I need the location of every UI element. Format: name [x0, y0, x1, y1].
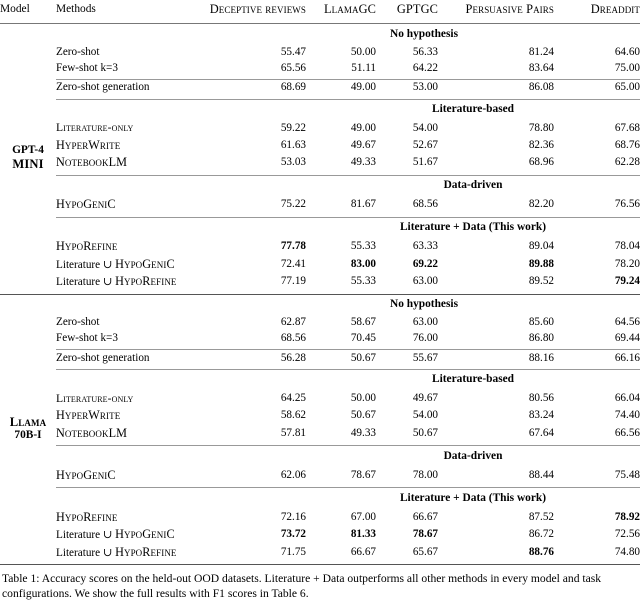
cell-dread: 74.80 — [614, 545, 640, 558]
cell-gptgc: 54.00 — [412, 409, 438, 422]
table-row — [0, 526, 640, 544]
method-cell — [56, 256, 208, 274]
cell-dr: 55.47 — [280, 46, 306, 58]
cell-pp: 86.08 — [528, 81, 554, 94]
caption-label: Table 1: — [2, 572, 40, 586]
group-spacer — [56, 175, 306, 196]
table-row — [0, 390, 640, 407]
cell-pp: 85.60 — [528, 316, 554, 329]
cell-gptgc: 49.67 — [412, 392, 438, 405]
cell-dread: 78.04 — [614, 240, 640, 253]
method-label: HypoGeniC — [56, 197, 116, 212]
group-header-no_hypothesis — [0, 24, 640, 45]
column-header-persuasive-pairs: Persuasive Pairs — [465, 2, 554, 16]
group-header-data_driven — [0, 446, 640, 467]
cell-gptgc: 54.00 — [412, 121, 438, 134]
method-cell — [56, 508, 208, 526]
cell-dr: 72.41 — [280, 257, 306, 270]
cell-pp: 81.24 — [528, 46, 554, 58]
method-label: Zero-shot — [56, 46, 100, 58]
model-name-line2: 70B-I — [14, 428, 42, 441]
method-label: HypoRefine — [56, 509, 118, 524]
cell-pp: 88.76 — [528, 545, 554, 558]
table-row — [0, 256, 640, 274]
cell-pp: 68.96 — [528, 156, 554, 169]
column-header-llamagc: LlamaGC — [324, 2, 376, 16]
cell-gptgc: 63.33 — [412, 240, 438, 253]
cell-pp: 83.64 — [528, 61, 554, 74]
method-label: Zero-shot generation — [56, 351, 150, 364]
cell-dr: 57.81 — [280, 426, 306, 439]
cell-llama: 49.33 — [350, 426, 376, 439]
method-cell — [56, 526, 208, 544]
column-header-gptgc: GPTGC — [396, 2, 438, 16]
cell-dr: 68.56 — [280, 331, 306, 344]
group-label: Literature + Data (This work) — [399, 221, 547, 234]
cell-dread: 78.92 — [614, 510, 640, 523]
column-header-model: Model — [0, 3, 30, 15]
table-row — [0, 273, 640, 291]
group-label: Literature-based — [431, 373, 515, 386]
method-label: Few-shot k=3 — [56, 61, 118, 74]
table-row — [0, 467, 640, 485]
cell-llama: 67.00 — [350, 510, 376, 523]
cell-dr: 58.62 — [280, 409, 306, 422]
method-label: Literature-only — [56, 391, 134, 405]
cell-gptgc: 68.56 — [412, 198, 438, 211]
cell-gptgc: 56.33 — [412, 46, 438, 58]
method-cell — [56, 331, 208, 347]
cell-pp: 82.36 — [528, 138, 554, 151]
cell-dr: 75.22 — [280, 198, 306, 211]
cell-gptgc: 63.00 — [412, 316, 438, 329]
column-header-dreaddit: Dreaddit — [590, 2, 640, 16]
group-spacer — [56, 294, 208, 315]
method-cell — [56, 467, 208, 485]
method-cell — [56, 45, 208, 61]
table-row — [0, 350, 640, 366]
model-name-line1: Llama — [9, 414, 47, 429]
cell-dread: 69.44 — [614, 331, 640, 344]
cell-gptgc: 69.22 — [412, 257, 438, 270]
model-name-cell — [0, 294, 56, 561]
cell-dr: 64.25 — [280, 392, 306, 405]
method-cell — [56, 315, 208, 331]
group-header-literature_based — [0, 99, 640, 120]
table-row — [0, 79, 640, 95]
cell-llama: 55.33 — [350, 240, 376, 253]
model-name-cell — [0, 24, 56, 291]
table-bottom-rule — [0, 561, 640, 565]
cell-dr: 77.19 — [280, 275, 306, 288]
method-label: Zero-shot generation — [56, 81, 150, 94]
cell-pp: 89.04 — [528, 240, 554, 253]
cell-pp: 88.16 — [528, 351, 554, 364]
method-cell — [56, 238, 208, 256]
cell-dr: 77.78 — [280, 240, 306, 253]
cell-dread: 75.48 — [614, 468, 640, 481]
group-header-literature_based — [0, 369, 640, 390]
cell-llama: 50.00 — [350, 46, 376, 58]
cell-llama: 49.00 — [350, 81, 376, 94]
method-label: NotebookLM — [56, 155, 128, 170]
method-cell — [56, 350, 208, 366]
model-name-line1: GPT-4 — [12, 144, 44, 157]
cell-dread: 67.68 — [614, 121, 640, 134]
cell-llama: 55.33 — [350, 275, 376, 288]
cell-llama: 66.67 — [350, 545, 376, 558]
cell-dr: 61.63 — [280, 138, 306, 151]
group-label: No hypothesis — [389, 298, 459, 311]
cell-dread: 62.28 — [614, 156, 640, 169]
cell-dread: 75.00 — [614, 61, 640, 74]
group-spacer — [56, 369, 306, 390]
cell-dread: 78.20 — [614, 257, 640, 270]
group-label: Literature + Data (This work) — [399, 491, 547, 504]
cell-dread: 74.40 — [614, 409, 640, 422]
cell-dread: 68.76 — [614, 138, 640, 151]
group-spacer — [56, 99, 306, 120]
group-label: Literature-based — [431, 103, 515, 116]
cell-gptgc: 50.67 — [412, 426, 438, 439]
cell-pp: 86.80 — [528, 331, 554, 344]
method-cell — [56, 137, 208, 155]
cell-dread: 66.04 — [614, 392, 640, 405]
method-label: Literature ∪ HypoGeniC — [56, 527, 175, 542]
cell-llama: 81.67 — [350, 198, 376, 211]
cell-llama: 58.67 — [350, 316, 376, 329]
cell-llama: 49.67 — [350, 138, 376, 151]
cell-pp: 86.72 — [528, 528, 554, 541]
cell-pp: 89.52 — [528, 275, 554, 288]
cell-dr: 65.56 — [280, 61, 306, 74]
cell-pp: 78.80 — [528, 121, 554, 134]
table-row — [0, 120, 640, 137]
model-name-line2: MINI — [12, 156, 44, 171]
group-header-no_hypothesis — [0, 294, 640, 315]
cell-gptgc: 53.00 — [412, 81, 438, 94]
cell-llama: 49.00 — [350, 121, 376, 134]
method-cell — [56, 544, 208, 562]
cell-gptgc: 66.67 — [412, 510, 438, 523]
cell-gptgc: 52.67 — [412, 138, 438, 151]
cell-llama: 50.00 — [350, 392, 376, 405]
cell-dr: 62.06 — [280, 468, 306, 481]
cell-pp: 88.44 — [528, 468, 554, 481]
cell-gptgc: 51.67 — [412, 156, 438, 169]
table-row — [0, 196, 640, 214]
cell-llama: 51.11 — [351, 61, 376, 74]
method-label: Literature ∪ HypoGeniC — [56, 256, 175, 271]
table-row — [0, 45, 640, 61]
cell-gptgc: 76.00 — [412, 331, 438, 344]
cell-gptgc: 65.67 — [412, 545, 438, 558]
cell-pp: 80.56 — [528, 392, 554, 405]
cell-gptgc: 78.67 — [412, 528, 438, 541]
cell-llama: 81.33 — [350, 528, 376, 541]
cell-dread: 64.60 — [614, 46, 640, 58]
cell-llama: 50.67 — [350, 409, 376, 422]
method-cell — [56, 273, 208, 291]
cell-pp: 87.52 — [528, 510, 554, 523]
cell-dr: 71.75 — [280, 545, 306, 558]
group-header-literature_data — [0, 217, 640, 238]
table-row — [0, 238, 640, 256]
group-spacer — [56, 217, 306, 238]
table-row — [0, 425, 640, 443]
method-cell — [56, 79, 208, 95]
method-cell — [56, 407, 208, 425]
method-cell — [56, 60, 208, 76]
cell-dr: 53.03 — [280, 156, 306, 169]
group-spacer — [56, 24, 208, 45]
table-row — [0, 154, 640, 172]
method-label: HyperWrite — [56, 137, 121, 152]
group-label: No hypothesis — [389, 27, 459, 40]
method-label: Zero-shot — [56, 316, 100, 329]
cell-pp: 67.64 — [528, 426, 554, 439]
method-cell — [56, 120, 208, 137]
cell-gptgc: 78.00 — [412, 468, 438, 481]
table-row — [0, 544, 640, 562]
table-row — [0, 331, 640, 347]
method-cell — [56, 196, 208, 214]
table-row — [0, 60, 640, 76]
column-header-deceptive-reviews: Deceptive reviews — [209, 2, 306, 16]
group-spacer — [56, 446, 306, 467]
cell-dread: 79.24 — [614, 275, 640, 288]
method-label: Few-shot k=3 — [56, 331, 118, 344]
cell-llama: 83.00 — [350, 257, 376, 270]
method-cell — [56, 425, 208, 443]
table-header-row — [0, 0, 640, 20]
caption-text: Accuracy scores on the held-out OOD datasets. Literature + Data outperforms all other methods in every model and task configurations. We show the full results with F1 scores in Table 6. — [2, 572, 602, 600]
cell-pp: 89.88 — [528, 257, 554, 270]
table-row — [0, 315, 640, 331]
cell-gptgc: 64.22 — [412, 61, 438, 74]
column-header-methods: Methods — [56, 3, 96, 15]
table-row — [0, 508, 640, 526]
cell-dr: 72.16 — [280, 510, 306, 523]
cell-pp: 83.24 — [528, 409, 554, 422]
group-label: Data-driven — [443, 449, 503, 462]
cell-dread: 65.00 — [614, 81, 640, 94]
cell-dr: 62.87 — [280, 316, 306, 329]
cell-llama: 78.67 — [350, 468, 376, 481]
group-spacer — [56, 488, 306, 509]
method-label: HypoGeniC — [56, 467, 116, 482]
group-header-literature_data — [0, 488, 640, 509]
method-cell — [56, 154, 208, 172]
cell-llama: 50.67 — [350, 351, 376, 364]
cell-llama: 49.33 — [350, 156, 376, 169]
cell-dr: 68.69 — [280, 81, 306, 94]
cell-dread: 72.56 — [614, 528, 640, 541]
cell-dread: 64.56 — [614, 316, 640, 329]
method-label: Literature ∪ HypoRefine — [56, 544, 177, 559]
method-label: HypoRefine — [56, 239, 118, 254]
method-label: HyperWrite — [56, 408, 121, 423]
cell-dr: 73.72 — [280, 528, 306, 541]
method-label: Literature-only — [56, 121, 134, 135]
cell-gptgc: 55.67 — [412, 351, 438, 364]
table-caption — [0, 565, 640, 601]
method-label: Literature ∪ HypoRefine — [56, 274, 177, 289]
cell-dr: 59.22 — [280, 121, 306, 134]
cell-dr: 56.28 — [280, 351, 306, 364]
cell-pp: 82.20 — [528, 198, 554, 211]
cell-dread: 76.56 — [614, 198, 640, 211]
method-label: NotebookLM — [56, 425, 128, 440]
method-cell — [56, 390, 208, 407]
table-row — [0, 407, 640, 425]
cell-dread: 66.16 — [614, 351, 640, 364]
cell-dread: 66.56 — [614, 426, 640, 439]
cell-gptgc: 63.00 — [412, 275, 438, 288]
cell-llama: 70.45 — [350, 331, 376, 344]
table-row — [0, 137, 640, 155]
group-header-data_driven — [0, 175, 640, 196]
group-label: Data-driven — [443, 179, 503, 192]
